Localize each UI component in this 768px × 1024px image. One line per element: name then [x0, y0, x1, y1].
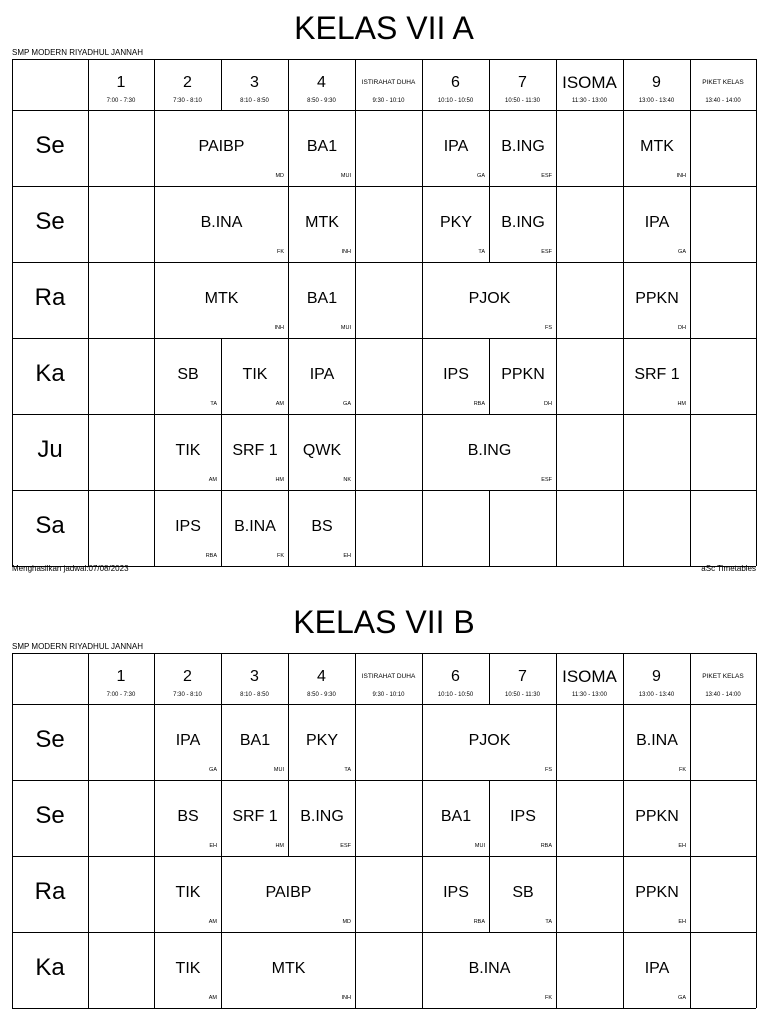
lesson-subject: PAIBP — [198, 138, 245, 155]
period-time: 13:40 - 14:00 — [705, 692, 741, 698]
lesson-cell[interactable] — [155, 339, 221, 414]
grid-line — [355, 110, 356, 186]
grid-line — [88, 414, 89, 490]
grid-line — [355, 414, 356, 490]
grid-line — [88, 704, 89, 780]
period-time: 13:00 - 13:40 — [638, 98, 675, 104]
lesson-cell[interactable] — [423, 187, 489, 262]
grid-line — [690, 338, 691, 414]
grid-line — [556, 414, 557, 490]
lesson-teacher: AM — [208, 477, 217, 483]
grid-line — [154, 653, 155, 704]
grid-line — [623, 653, 624, 704]
lesson-cell[interactable] — [423, 857, 489, 932]
class-title: KELAS VII A — [294, 10, 474, 46]
grid-line — [355, 653, 356, 704]
lesson-teacher: MD — [342, 919, 351, 925]
grid-line — [489, 490, 490, 566]
lesson-subject: PPKN — [635, 290, 679, 307]
lesson-subject: TIK — [242, 366, 268, 383]
grid-line — [556, 110, 557, 186]
lesson-subject: BA1 — [440, 808, 472, 825]
grid-line — [221, 59, 222, 110]
software-credit: aSc Timetables — [701, 564, 756, 573]
lesson-teacher: AM — [275, 401, 284, 407]
grid-line — [690, 653, 691, 704]
grid-line — [88, 653, 89, 704]
period-time: 7:30 - 8:10 — [173, 98, 202, 104]
period-time: 7:00 - 7:30 — [106, 692, 136, 698]
period-label: ISOMA — [562, 667, 617, 686]
lesson-cell[interactable] — [155, 705, 221, 780]
lesson-cell[interactable] — [423, 263, 556, 338]
lesson-subject: SRF 1 — [634, 366, 680, 383]
lesson-subject: B.ING — [501, 138, 545, 155]
lesson-cell[interactable] — [289, 415, 355, 490]
grid-line — [623, 414, 624, 490]
period-time: 8:10 - 8:50 — [240, 98, 269, 104]
grid-line — [355, 856, 356, 932]
grid-line — [221, 653, 222, 704]
lesson-cell[interactable] — [222, 857, 355, 932]
day-label: Ka — [35, 360, 65, 387]
grid-line — [756, 110, 757, 186]
lesson-teacher: FS — [544, 767, 552, 773]
lesson-subject: MTK — [271, 960, 306, 977]
period-label: 1 — [116, 668, 126, 685]
lesson-subject: TIK — [175, 442, 201, 459]
grid-line — [422, 653, 423, 704]
period-label: 3 — [250, 74, 259, 91]
lesson-teacher: ESF — [541, 249, 552, 255]
grid-line — [556, 932, 557, 1008]
grid-line — [690, 490, 691, 566]
lesson-subject: SB — [177, 366, 199, 383]
lesson-subject: IPA — [644, 214, 670, 231]
lesson-subject: MTK — [305, 214, 339, 231]
lesson-teacher: ESF — [541, 477, 552, 483]
grid-line — [355, 59, 356, 110]
lesson-cell[interactable] — [624, 857, 690, 932]
day-label: Se — [35, 132, 65, 159]
lesson-teacher: RBA — [205, 553, 217, 559]
period-label: 6 — [451, 74, 460, 91]
grid-line — [756, 414, 757, 490]
grid-line — [690, 110, 691, 186]
lesson-teacher: RBA — [473, 919, 485, 925]
period-label: 4 — [317, 668, 326, 685]
period-time: 11:30 - 13:00 — [572, 692, 607, 698]
lesson-teacher: AM — [208, 995, 217, 1001]
lesson-teacher: DH — [544, 401, 552, 407]
lesson-cell[interactable] — [423, 933, 556, 1008]
period-label: PIKET KELAS — [702, 673, 744, 680]
grid-line — [355, 490, 356, 566]
lesson-cell[interactable] — [490, 339, 556, 414]
lesson-cell[interactable] — [155, 111, 288, 186]
lesson-teacher: GA — [209, 767, 217, 773]
lesson-cell[interactable] — [423, 781, 489, 856]
lesson-subject: IPS — [443, 884, 469, 901]
lesson-cell[interactable] — [624, 705, 690, 780]
lesson-teacher: GA — [477, 173, 485, 179]
lesson-teacher: GA — [678, 249, 686, 255]
lesson-cell[interactable] — [289, 187, 355, 262]
lesson-subject: PAIBP — [265, 884, 312, 901]
lesson-teacher: RBA — [540, 843, 552, 849]
grid-line — [756, 856, 757, 932]
period-label: ISTIRAHAT DUHA — [361, 79, 416, 86]
lesson-cell[interactable] — [289, 781, 355, 856]
lesson-teacher: MD — [275, 173, 284, 179]
lesson-teacher: EH — [343, 553, 351, 559]
lesson-cell[interactable] — [222, 339, 288, 414]
lesson-teacher: EH — [678, 919, 686, 925]
lesson-subject: PJOK — [468, 290, 511, 307]
grid-line — [489, 59, 490, 110]
grid-line — [355, 780, 356, 856]
lesson-subject: B.ING — [300, 808, 344, 825]
lesson-cell[interactable] — [155, 187, 288, 262]
period-time: 10:50 - 11:30 — [505, 692, 540, 698]
grid-line — [88, 780, 89, 856]
lesson-cell[interactable] — [155, 857, 221, 932]
lesson-cell[interactable] — [222, 933, 355, 1008]
lesson-subject: IPA — [644, 960, 670, 977]
grid-line — [12, 653, 756, 654]
period-time: 8:10 - 8:50 — [240, 692, 269, 698]
grid-line — [422, 490, 423, 566]
generated-date: Menghasilkan jadwal:07/08/2023 — [12, 564, 129, 573]
lesson-cell[interactable] — [624, 187, 690, 262]
header-corner-cell — [12, 653, 88, 704]
period-time: 7:30 - 8:10 — [173, 692, 202, 698]
lesson-teacher: FK — [678, 767, 686, 773]
lesson-cell[interactable] — [222, 781, 288, 856]
period-label: 1 — [116, 74, 126, 91]
lesson-subject: B.INA — [200, 214, 243, 231]
grid-line — [88, 932, 89, 1008]
lesson-cell[interactable] — [155, 263, 288, 338]
lesson-subject: IPS — [510, 808, 536, 825]
grid-line — [756, 780, 757, 856]
lesson-teacher: TA — [545, 919, 552, 925]
class-title: KELAS VII B — [293, 604, 475, 640]
lesson-teacher: TA — [344, 767, 351, 773]
lesson-teacher: GA — [343, 401, 351, 407]
lesson-subject: BA1 — [306, 138, 338, 155]
lesson-teacher: INH — [341, 995, 351, 1001]
lesson-subject: PPKN — [635, 808, 679, 825]
school-name: SMP MODERN RIYADHUL JANNAH — [12, 642, 143, 651]
lesson-subject: IPA — [309, 366, 335, 383]
grid-line — [756, 932, 757, 1008]
grid-line — [690, 932, 691, 1008]
lesson-teacher: HM — [275, 477, 284, 483]
lesson-subject: B.INA — [636, 732, 678, 749]
lesson-cell[interactable] — [155, 933, 221, 1008]
lesson-teacher: FK — [276, 553, 284, 559]
grid-line — [88, 262, 89, 338]
day-label: Ju — [37, 436, 63, 463]
lesson-teacher: TA — [478, 249, 485, 255]
lesson-teacher: FK — [544, 995, 552, 1001]
lesson-subject: BS — [177, 808, 199, 825]
grid-line — [355, 704, 356, 780]
lesson-teacher: NK — [343, 477, 351, 483]
grid-line — [690, 59, 691, 110]
day-label: Se — [35, 802, 65, 829]
lesson-teacher: FK — [276, 249, 284, 255]
lesson-subject: BA1 — [239, 732, 271, 749]
lesson-teacher: ESF — [340, 843, 351, 849]
period-time: 8:50 - 9:30 — [307, 98, 336, 104]
lesson-teacher: AM — [208, 919, 217, 925]
grid-line — [88, 59, 89, 110]
lesson-subject: MTK — [640, 138, 674, 155]
period-label: ISTIRAHAT DUHA — [361, 673, 416, 680]
lesson-cell[interactable] — [155, 415, 221, 490]
period-time: 11:30 - 13:00 — [572, 98, 607, 104]
lesson-cell[interactable] — [155, 781, 221, 856]
grid-line — [489, 653, 490, 704]
lesson-teacher: EH — [678, 843, 686, 849]
lesson-subject: PJOK — [468, 732, 511, 749]
grid-line — [12, 59, 13, 110]
lesson-cell[interactable] — [222, 415, 288, 490]
day-label: Ra — [34, 284, 66, 311]
grid-line — [690, 262, 691, 338]
grid-line — [690, 704, 691, 780]
lesson-cell[interactable] — [222, 705, 288, 780]
lesson-subject: TIK — [175, 884, 201, 901]
lesson-subject: SRF 1 — [232, 808, 278, 825]
grid-line — [756, 338, 757, 414]
lesson-cell[interactable] — [490, 111, 556, 186]
lesson-subject: PPKN — [635, 884, 679, 901]
grid-line — [422, 59, 423, 110]
day-label: Se — [35, 208, 65, 235]
lesson-teacher: MUI — [340, 173, 351, 179]
period-time: 10:10 - 10:50 — [437, 98, 474, 104]
header-corner-cell — [12, 59, 88, 110]
lesson-cell[interactable] — [624, 263, 690, 338]
grid-line — [756, 704, 757, 780]
grid-line — [12, 1008, 756, 1009]
grid-line — [756, 59, 757, 110]
lesson-cell[interactable] — [289, 263, 355, 338]
period-label: PIKET KELAS — [702, 79, 744, 86]
grid-line — [556, 186, 557, 262]
lesson-cell[interactable] — [624, 781, 690, 856]
grid-line — [355, 262, 356, 338]
period-label: 4 — [317, 74, 326, 91]
school-name: SMP MODERN RIYADHUL JANNAH — [12, 48, 143, 57]
grid-line — [288, 653, 289, 704]
lesson-subject: QWK — [302, 442, 342, 459]
grid-line — [355, 932, 356, 1008]
lesson-subject: B.INA — [234, 518, 276, 535]
grid-line — [88, 110, 89, 186]
grid-line — [154, 59, 155, 110]
grid-line — [756, 490, 757, 566]
grid-line — [690, 186, 691, 262]
lesson-teacher: TA — [210, 401, 217, 407]
grid-line — [756, 262, 757, 338]
lesson-teacher: EH — [209, 843, 217, 849]
lesson-cell[interactable] — [423, 111, 489, 186]
grid-line — [556, 262, 557, 338]
grid-line — [556, 704, 557, 780]
period-time: 8:50 - 9:30 — [307, 692, 336, 698]
grid-line — [12, 414, 756, 415]
lesson-teacher: INH — [341, 249, 351, 255]
lesson-subject: MTK — [204, 290, 239, 307]
lesson-cell[interactable] — [423, 339, 489, 414]
grid-line — [556, 490, 557, 566]
period-label: ISOMA — [562, 73, 617, 92]
period-label: 2 — [183, 668, 192, 685]
period-time: 13:00 - 13:40 — [638, 692, 675, 698]
period-label: 9 — [652, 74, 661, 91]
grid-line — [690, 414, 691, 490]
lesson-subject: PPKN — [501, 366, 545, 383]
lesson-subject: SRF 1 — [232, 442, 278, 459]
lesson-teacher: HM — [275, 843, 284, 849]
grid-line — [355, 338, 356, 414]
lesson-cell[interactable] — [289, 491, 355, 566]
lesson-cell[interactable] — [490, 781, 556, 856]
grid-line — [88, 186, 89, 262]
lesson-cell[interactable] — [624, 111, 690, 186]
grid-line — [556, 780, 557, 856]
grid-line — [556, 59, 557, 110]
lesson-teacher: RBA — [473, 401, 485, 407]
lesson-subject: BA1 — [306, 290, 338, 307]
lesson-teacher: HM — [677, 401, 686, 407]
period-label: 7 — [518, 74, 527, 91]
lesson-subject: B.ING — [467, 442, 512, 459]
period-label: 7 — [518, 668, 527, 685]
lesson-subject: IPA — [175, 732, 201, 749]
period-time: 10:50 - 11:30 — [505, 98, 540, 104]
day-label: Sa — [35, 512, 65, 539]
grid-line — [690, 780, 691, 856]
grid-line — [12, 59, 756, 60]
lesson-cell[interactable] — [423, 705, 556, 780]
lesson-subject: BS — [311, 518, 333, 535]
grid-line — [12, 490, 756, 491]
period-label: 2 — [183, 74, 192, 91]
lesson-teacher: GA — [678, 995, 686, 1001]
lesson-cell[interactable] — [289, 339, 355, 414]
lesson-teacher: INH — [676, 173, 686, 179]
lesson-cell[interactable] — [490, 857, 556, 932]
lesson-teacher: FS — [544, 325, 552, 331]
grid-line — [88, 338, 89, 414]
lesson-subject: SB — [512, 884, 534, 901]
lesson-cell[interactable] — [155, 491, 221, 566]
lesson-teacher: ESF — [541, 173, 552, 179]
period-label: 3 — [250, 668, 259, 685]
lesson-cell[interactable] — [222, 491, 288, 566]
period-time: 9:30 - 10:10 — [372, 98, 405, 104]
lesson-teacher: MUI — [340, 325, 351, 331]
grid-line — [756, 186, 757, 262]
period-label: 9 — [652, 668, 661, 685]
period-time: 7:00 - 7:30 — [106, 98, 136, 104]
lesson-subject: B.ING — [501, 214, 545, 231]
lesson-subject: IPS — [443, 366, 469, 383]
grid-line — [88, 490, 89, 566]
lesson-cell[interactable] — [289, 705, 355, 780]
lesson-subject: TIK — [175, 960, 201, 977]
grid-line — [690, 856, 691, 932]
lesson-subject: PKY — [305, 732, 338, 749]
day-label: Ka — [35, 954, 65, 981]
period-time: 9:30 - 10:10 — [372, 692, 405, 698]
day-label: Se — [35, 726, 65, 753]
grid-line — [556, 856, 557, 932]
lesson-cell[interactable] — [624, 933, 690, 1008]
lesson-cell[interactable] — [289, 111, 355, 186]
grid-line — [623, 59, 624, 110]
grid-line — [556, 653, 557, 704]
grid-line — [88, 856, 89, 932]
lesson-teacher: MUI — [273, 767, 284, 773]
lesson-teacher: MUI — [474, 843, 485, 849]
lesson-subject: PKY — [439, 214, 472, 231]
lesson-subject: IPS — [175, 518, 201, 535]
day-label: Ra — [34, 878, 66, 905]
grid-line — [556, 338, 557, 414]
grid-line — [355, 186, 356, 262]
lesson-subject: IPA — [443, 138, 469, 155]
lesson-cell[interactable] — [423, 415, 556, 490]
grid-line — [623, 490, 624, 566]
lesson-teacher: INH — [274, 325, 284, 331]
lesson-cell[interactable] — [490, 187, 556, 262]
period-label: 6 — [451, 668, 460, 685]
grid-line — [12, 653, 13, 704]
lesson-teacher: DH — [678, 325, 686, 331]
grid-line — [288, 59, 289, 110]
lesson-subject: B.INA — [468, 960, 511, 977]
period-time: 13:40 - 14:00 — [705, 98, 741, 104]
lesson-cell[interactable] — [624, 339, 690, 414]
period-time: 10:10 - 10:50 — [437, 692, 474, 698]
grid-line — [756, 653, 757, 704]
